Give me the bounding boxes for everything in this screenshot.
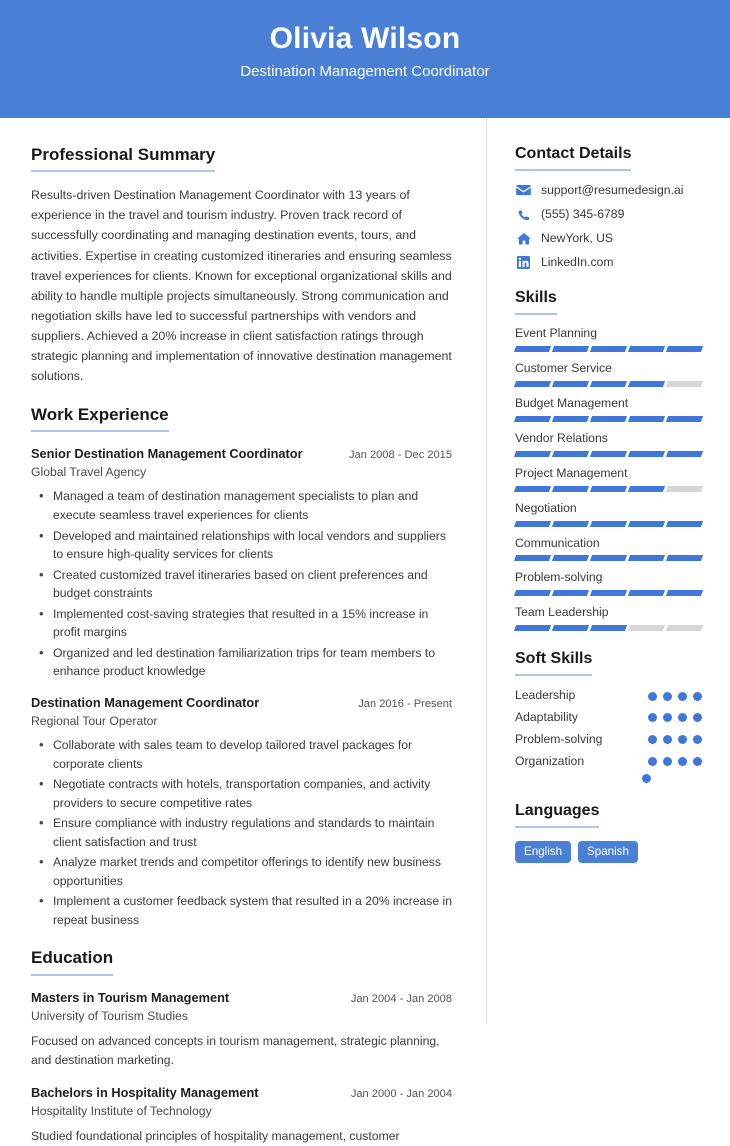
section-soft-skills xyxy=(515,649,702,782)
skill-bar-segment xyxy=(552,590,589,596)
soft-skill-dots xyxy=(648,692,702,701)
contact-row[interactable] xyxy=(515,183,702,199)
soft-skill-dot xyxy=(648,713,657,722)
skill-bar-segment xyxy=(628,555,665,561)
soft-skill-label: Leadership xyxy=(515,688,576,703)
contact-row[interactable] xyxy=(515,207,702,223)
soft-skill-label: Adaptability xyxy=(515,710,579,725)
candidate-job-title: Destination Management Coordinator xyxy=(240,63,490,80)
skill-level-bar xyxy=(515,486,702,492)
soft-skill-row xyxy=(515,732,702,748)
soft-skill-dot xyxy=(678,757,687,766)
education-list xyxy=(31,989,452,1146)
skill-bar-segment xyxy=(666,381,703,387)
skill-level-bar xyxy=(515,590,702,596)
contact-value: support@resumedesign.ai xyxy=(541,183,684,197)
soft-skill-dot xyxy=(663,735,672,744)
skills-list xyxy=(515,326,702,631)
skills-heading: Skills xyxy=(515,288,557,315)
languages-list xyxy=(515,841,702,863)
soft-skill-dot xyxy=(693,713,702,722)
skill-bar-segment xyxy=(666,521,703,527)
experience-bullet: • Organized and led destination familiarization trips for team members to enhance product knowledge xyxy=(53,644,452,681)
skill-level-bar xyxy=(515,625,702,631)
soft-skills-heading: Soft Skills xyxy=(515,649,592,676)
soft-skills-list xyxy=(515,688,702,782)
skill-bar-segment xyxy=(590,486,627,492)
skill-bar-segment xyxy=(590,416,627,422)
soft-skill-row xyxy=(515,710,702,726)
section-contact-details xyxy=(515,144,702,270)
skill-bar-segment xyxy=(628,346,665,352)
soft-skill-dot xyxy=(678,713,687,722)
contact-row[interactable] xyxy=(515,255,702,271)
education-school: University of Tourism Studies xyxy=(31,1008,188,1023)
skill-label: Team Leadership xyxy=(515,605,609,620)
education-heading: Education xyxy=(31,947,113,975)
language-pill[interactable]: English xyxy=(515,841,571,863)
skill-bar-segment xyxy=(552,381,589,387)
skill-bar-segment xyxy=(628,486,665,492)
soft-skill-dots xyxy=(648,757,702,766)
skill-bar-segment xyxy=(552,346,589,352)
skill-label: Event Planning xyxy=(515,326,597,341)
skill-item xyxy=(515,431,702,457)
experience-bullet: • Managed a team of destination management specialists to plan and execute seamless travel experiences for clients xyxy=(53,487,452,524)
experience-role: Senior Destination Management Coordinator xyxy=(31,446,303,462)
experience-organization: Regional Tour Operator xyxy=(31,713,158,728)
soft-skill-row xyxy=(515,688,702,704)
education-entry-header xyxy=(31,1084,452,1102)
experience-entry-header xyxy=(31,445,452,463)
skill-bar-segment xyxy=(666,590,703,596)
experience-dates: Jan 2008 - Dec 2015 xyxy=(349,449,452,462)
soft-skill-dot xyxy=(693,757,702,766)
skill-bar-segment xyxy=(514,381,551,387)
contact-value: NewYork, US xyxy=(541,230,614,245)
resume-header xyxy=(0,0,730,118)
languages-heading: Languages xyxy=(515,801,599,828)
skill-bar-segment xyxy=(628,451,665,457)
education-description: Studied foundational principles of hospitality management, customer xyxy=(31,1128,400,1143)
section-work-experience xyxy=(31,404,452,929)
skill-bar-segment xyxy=(514,625,551,631)
right-column xyxy=(487,118,730,1024)
soft-skill-dots xyxy=(648,713,702,722)
experience-bullet: • Ensure compliance with industry regulations and standards to maintain client satisfaction and trust xyxy=(53,814,452,851)
skill-bar-segment xyxy=(666,625,703,631)
skill-bar-segment xyxy=(666,451,703,457)
skill-label: Communication xyxy=(515,535,600,550)
skill-label: Customer Service xyxy=(515,361,612,376)
experience-bullet: • Implement a customer feedback system that resulted in a 20% increase in repeat business xyxy=(53,892,452,929)
soft-skill-dot xyxy=(648,692,657,701)
skill-bar-segment xyxy=(666,346,703,352)
skill-bar-segment xyxy=(590,590,627,596)
skill-bar-segment xyxy=(514,416,551,422)
resume-body xyxy=(0,118,730,1143)
soft-skill-row xyxy=(515,754,702,770)
skill-label: Project Management xyxy=(515,465,628,480)
work-experience-heading: Work Experience xyxy=(31,404,169,432)
skill-level-bar xyxy=(515,346,702,352)
experience-entry-header xyxy=(31,694,452,712)
section-skills xyxy=(515,288,702,631)
skill-item xyxy=(515,326,702,352)
education-entry xyxy=(31,1084,452,1146)
skill-item xyxy=(515,570,702,596)
education-degree: Bachelors in Hospitality Management xyxy=(31,1084,259,1100)
soft-skill-extra-dots xyxy=(515,774,702,783)
skill-bar-segment xyxy=(590,451,627,457)
soft-skill-dot xyxy=(663,757,672,766)
skill-bar-segment xyxy=(514,555,551,561)
skill-bar-segment xyxy=(628,590,665,596)
soft-skill-dot xyxy=(648,735,657,744)
home-icon xyxy=(515,232,532,246)
skill-bar-segment xyxy=(666,486,703,492)
skill-bar-segment xyxy=(552,451,589,457)
skill-bar-segment xyxy=(628,381,665,387)
experience-bullet: • Implemented cost-saving strategies that resulted in a 15% increase in profit margins xyxy=(53,605,452,642)
skill-level-bar xyxy=(515,416,702,422)
skill-bar-segment xyxy=(514,521,551,527)
skill-item xyxy=(515,536,702,562)
education-description: Focused on advanced concepts in tourism management, strategic planning, and destination marketing. xyxy=(31,1033,440,1068)
linkedin-icon xyxy=(515,256,532,270)
education-dates: Jan 2000 - Jan 2004 xyxy=(350,1087,452,1100)
contact-value: LinkedIn.com xyxy=(541,254,614,269)
skill-level-bar xyxy=(515,451,702,457)
skill-level-bar xyxy=(515,381,702,387)
contact-row[interactable] xyxy=(515,231,702,247)
contact-details-heading: Contact Details xyxy=(515,144,631,171)
contact-value: (555) 345-6789 xyxy=(541,206,625,221)
left-column xyxy=(0,118,487,1143)
skill-bar-segment xyxy=(552,555,589,561)
skill-bar-segment xyxy=(628,625,665,631)
skill-bar-segment xyxy=(552,521,589,527)
soft-skill-dot xyxy=(663,692,672,701)
soft-skill-dot xyxy=(642,774,651,783)
skill-label: Problem-solving xyxy=(515,570,603,585)
skill-bar-segment xyxy=(628,521,665,527)
skill-level-bar xyxy=(515,521,702,527)
soft-skill-dot xyxy=(678,692,687,701)
skill-label: Budget Management xyxy=(515,396,629,411)
experience-bullet: • Negotiate contracts with hotels, transportation companies, and activity providers to secure competitive rates xyxy=(53,775,452,812)
soft-skill-label: Problem-solving xyxy=(515,731,603,746)
experience-bullet: • Developed and maintained relationships with local vendors and suppliers to ensure high-quality services for clients xyxy=(53,527,452,564)
professional-summary-text: Results-driven Destination Management Coordinator with 13 years of experience in the travel and tourism industry. Proven track record of successfully coordinating and managing destination events, tours, and activities. Expertise in creating customized itineraries and ensuring seamless travel experiences for clients. Known for exceptional organizational skills and ability to handle multiple projects simultaneously. Strong communication and negotiation skills have led to successful partnerships with vendors and suppliers. Achieved a 20% increase in client satisfaction ratings through strategic planning and implementation of innovative destination management solutions. xyxy=(31,188,452,384)
education-dates: Jan 2004 - Jan 2008 xyxy=(350,992,452,1005)
soft-skill-dot xyxy=(693,692,702,701)
skill-bar-segment xyxy=(514,590,551,596)
skill-item xyxy=(515,466,702,492)
experience-bullet-list xyxy=(31,736,452,929)
skill-label: Vendor Relations xyxy=(515,431,608,446)
skill-item xyxy=(515,501,702,527)
candidate-name: Olivia Wilson xyxy=(269,22,461,55)
envelope-icon xyxy=(515,184,532,198)
skill-item xyxy=(515,605,702,631)
experience-bullet-list xyxy=(31,487,452,680)
skill-bar-segment xyxy=(590,346,627,352)
experience-entry xyxy=(31,694,452,930)
skill-item xyxy=(515,361,702,387)
professional-summary-heading: Professional Summary xyxy=(31,144,215,172)
skill-bar-segment xyxy=(514,451,551,457)
skill-bar-segment xyxy=(590,555,627,561)
skill-bar-segment xyxy=(552,416,589,422)
skill-bar-segment xyxy=(666,416,703,422)
phone-icon xyxy=(515,208,532,222)
skill-bar-segment xyxy=(666,555,703,561)
skill-bar-segment xyxy=(514,486,551,492)
soft-skill-dot xyxy=(693,735,702,744)
section-languages xyxy=(515,801,702,863)
skill-level-bar xyxy=(515,555,702,561)
skill-label: Negotiation xyxy=(515,500,577,515)
soft-skill-dot xyxy=(678,735,687,744)
experience-bullet: • Analyze market trends and competitor offerings to identify new business opportunities xyxy=(53,853,452,890)
soft-skill-dot xyxy=(648,757,657,766)
skill-bar-segment xyxy=(552,625,589,631)
soft-skill-dot xyxy=(663,713,672,722)
experience-bullet: • Created customized travel itineraries based on client preferences and budget constraints xyxy=(53,566,452,603)
experience-organization: Global Travel Agency xyxy=(31,465,147,480)
experience-bullet: • Collaborate with sales team to develop tailored travel packages for corporate clients xyxy=(53,736,452,773)
language-pill[interactable]: Spanish xyxy=(578,841,638,863)
contact-list xyxy=(515,183,702,270)
experience-entry xyxy=(31,445,452,681)
soft-skill-dots xyxy=(648,735,702,744)
skill-bar-segment xyxy=(590,625,627,631)
education-school: Hospitality Institute of Technology xyxy=(31,1103,212,1118)
skill-bar-segment xyxy=(590,521,627,527)
experience-role: Destination Management Coordinator xyxy=(31,694,260,710)
skill-item xyxy=(515,396,702,422)
work-experience-list xyxy=(31,445,452,929)
skill-bar-segment xyxy=(590,381,627,387)
education-entry xyxy=(31,989,452,1071)
experience-dates: Jan 2016 - Present xyxy=(358,697,452,710)
skill-bar-segment xyxy=(514,346,551,352)
section-education xyxy=(31,947,452,1146)
soft-skill-label: Organization xyxy=(515,753,585,768)
education-entry-header xyxy=(31,989,452,1007)
section-professional-summary xyxy=(31,144,452,386)
education-degree: Masters in Tourism Management xyxy=(31,989,230,1005)
skill-bar-segment xyxy=(628,416,665,422)
skill-bar-segment xyxy=(552,486,589,492)
